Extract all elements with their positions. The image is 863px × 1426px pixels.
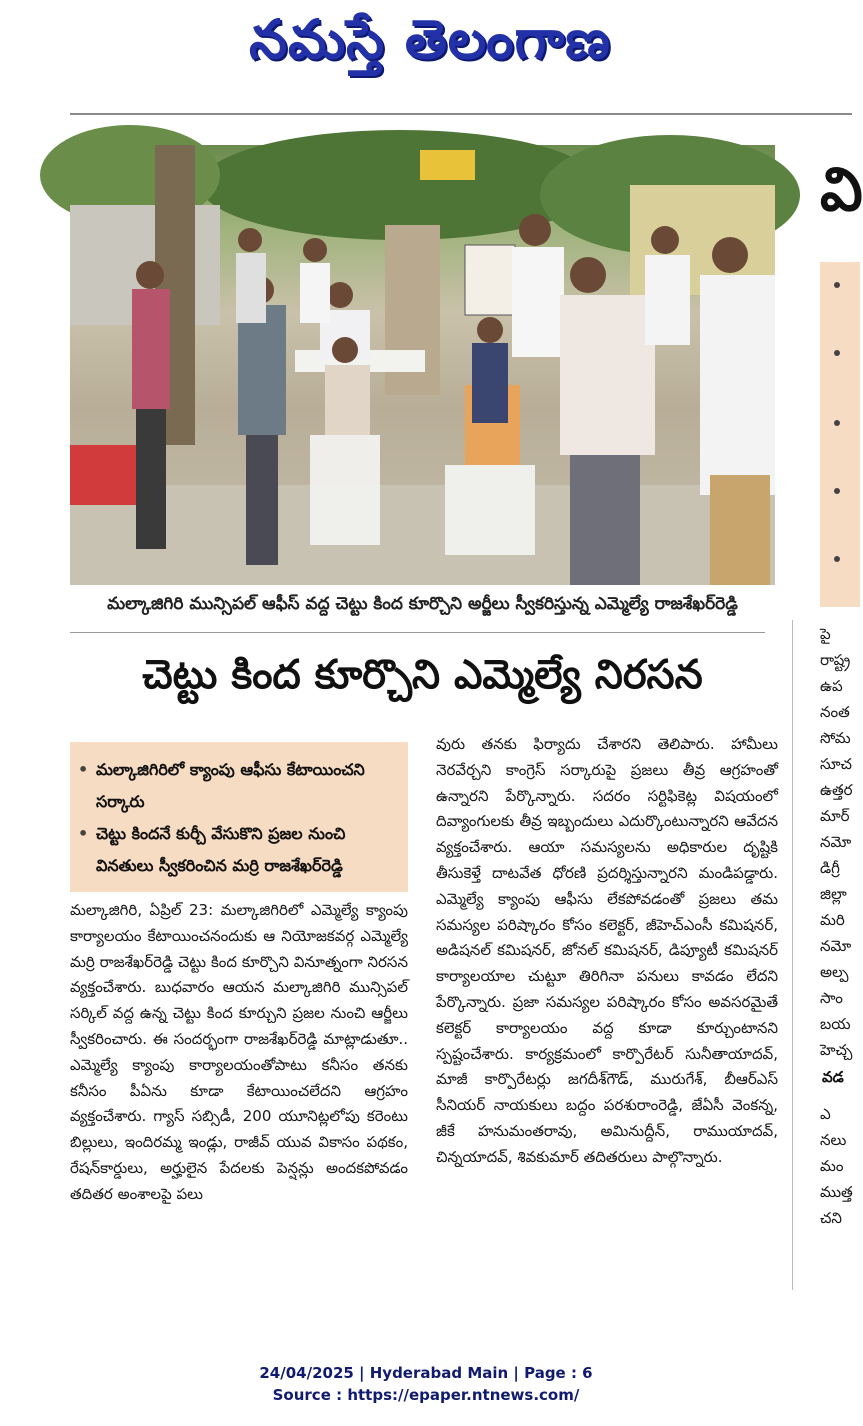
highlights-box xyxy=(70,742,408,892)
adjacent-text-fragment: చని xyxy=(820,1209,842,1227)
caption-divider xyxy=(70,632,765,633)
adjacent-text-fragment: బయ xyxy=(820,1015,851,1033)
adjacent-text-fragment: ఉత్తర xyxy=(820,781,853,799)
page-footer xyxy=(0,1362,852,1406)
adjacent-headline-fragment: వి xyxy=(820,155,863,225)
adjacent-text-fragment: ఉప xyxy=(820,677,843,695)
bullet-icon xyxy=(834,556,840,562)
highlight-item xyxy=(78,754,398,818)
adjacent-text-fragment: పై xyxy=(820,625,831,643)
header-divider xyxy=(70,113,852,115)
adjacent-text-fragment: సాం xyxy=(820,989,843,1007)
bullet-icon: • xyxy=(78,824,89,843)
article-body-column-2: వురు తనకు ఫిర్యాదు చేశారని తెలిపారు. హామీలు నెరవేర్చని కాంగ్రెస్ సర్కారుపై ప్రజలు తీవ్ర ఆగ్రహంతో ఉన్నారని పేర్కొన్నారు. సదరం సర్టిఫికెట్ల విషయంలో దివ్యాంగులకు తీవ్ర ఇబ్బందులు ఎదుర్కొంటున్నారని ఆవేదన వ్యక్తంచేశారు. ఆయా సమస్యలను అధికారుల దృష్టికి తీసుకెళ్తే దాటవేత ధోరణి ప్రదర్శిస్తున్నారని మండిపడ్డారు. ఎమ్మెల్యే క్యాంపు ఆఫీసు లేకపోవడంతో ప్రజలు తమ సమస్యల పరిష్కారం కోసం కలెక్టర్, జీహెచ్ఎంసీ కమిషనర్, అడిషనల్ కమిషనర్, జోనల్ కమిషనర్, డిప్యూటీ కమిషనర్ కార్యాలయాల చుట్టూ తిరిగినా పనులు కావడం లేదని పేర్కొన్నారు. ప్రజా సమస్యల పరిష్కారం కోసం అవసరమైతే కలెక్టర్ కార్యాలయం వద్ద కూడా కూర్చుంటానని స్పష్టంచేశారు. కార్యక్రమంలో కార్పొరేటర్ సునీతాయాదవ్, మాజీ కార్పొరేటర్లు జగదీశ్‌గౌడ్, మురుగేశ్, బీఆర్‌ఎస్ సీనియర్ నాయకులు బద్దం పరశురాంరెడ్డి, జేఏసీ వెంకన్న, జీకే హనుమంతరావు, అమినుద్దీన్, రాముయాదవ్, చిన్నయాదవ్, శివకుమార్ తదితరులు పాల్గొన్నారు. xyxy=(436,735,778,1166)
bullet-icon xyxy=(834,420,840,426)
footer-source: Source : https://epaper.ntnews.com/ xyxy=(272,1386,580,1404)
adjacent-text-fragment: నంత xyxy=(820,703,850,721)
adjacent-text-fragment: డిగ్రీ xyxy=(820,859,840,877)
adjacent-text-fragment: నమో xyxy=(820,937,852,955)
adjacent-highlights-box xyxy=(820,262,860,607)
adjacent-text-fragment: ఎ xyxy=(820,1105,831,1123)
adjacent-text-fragment: జిల్లా xyxy=(820,885,847,903)
adjacent-subheading-fragment: వడ xyxy=(822,1068,844,1086)
adjacent-text-fragment: నలు xyxy=(820,1131,847,1149)
adjacent-text-fragment: రాష్ట్ర xyxy=(820,651,851,669)
highlight-text: చెట్టు కిందనే కుర్చీ వేసుకొని ప్రజల నుంచి వినతులు స్వీకరించిన మర్రి రాజశేఖర్‌రెడ్డి xyxy=(96,824,346,875)
newspaper-logo: నమస్తే తెలంగాణ xyxy=(249,8,611,71)
news-photo xyxy=(70,145,775,585)
footer-date-edition: 24/04/2025 | Hyderabad Main | Page : 6 xyxy=(259,1364,593,1382)
adjacent-text-fragment: సూచ xyxy=(820,755,852,773)
adjacent-text-fragment: సోమ xyxy=(820,729,851,747)
article-body-column-1: మల్కాజిగిరి, ఏప్రిల్ 23: మల్కాజిగిరిలో ఎమ్మెల్యే క్యాంపు కార్యాలయం కేటాయించనందుకు ఆ నియోజకవర్గ ఎమ్మెల్యే మర్రి రాజశేఖర్‌రెడ్డి చెట్టు కింద కూర్చొని వినూత్నంగా నిరసన వ్యక్తంచేశారు. బుధవారం ఆయన మల్కాజిగిరి మున్సిపల్ సర్కిల్ వద్ద ఉన్న చెట్టు కింద కూర్చుని ప్రజల నుంచి ఆర్జీలు స్వీకరించారు. ఈ సందర్భంగా రాజశేఖర్‌రెడ్డి మాట్లాడుతూ.. ఎమ్మెల్యే క్యాంపు కార్యాలయంతోపాటు కనీసం తనకు కనీసం పీఏను కూడా కేటాయించలేదని ఆగ్రహం వ్యక్తంచేశారు. గ్యాస్ సబ్సిడీ, 200 యూనిట్లలోపు కరెంటు బిల్లులు, ఇందిరమ్మ ఇండ్లు, రాజీవ్ యువ వికాసం పథకం, రేషన్‌కార్డులు, అర్హులైన పేదలకు పెన్షన్లు అందకపోవడం తదితర అంశాలపై పలు xyxy=(70,901,408,1203)
adjacent-text-fragment: అల్ప xyxy=(820,963,849,981)
masthead xyxy=(0,0,852,80)
bullet-icon xyxy=(834,488,840,494)
adjacent-text-fragment: హెచ్చ xyxy=(820,1041,853,1059)
photo-illustration xyxy=(70,145,775,585)
article-headline: చెట్టు కింద కూర్చొని ఎమ్మెల్యే నిరసన xyxy=(142,652,703,698)
bullet-icon: • xyxy=(78,760,89,779)
adjacent-text-fragment: మార్ xyxy=(820,807,850,825)
adjacent-article-strip xyxy=(792,145,863,1295)
highlight-item xyxy=(78,818,398,882)
bullet-icon xyxy=(834,350,840,356)
bullet-icon xyxy=(834,282,840,288)
adjacent-text-fragment: ముత్త xyxy=(820,1183,853,1201)
adjacent-text-fragment: మరి xyxy=(820,911,845,929)
adjacent-text-fragment: నమో xyxy=(820,833,852,851)
adjacent-text-fragment: మం xyxy=(820,1157,844,1175)
highlight-text: మల్కాజిగిరిలో క్యాంపు ఆఫీసు కేటాయించని సర్కారు xyxy=(96,760,365,811)
photo-caption: మల్కాజిగిరి మున్సిపల్ ఆఫీస్ వద్ద చెట్టు కింద కూర్చొని అర్జీలు స్వీకరిస్తున్న ఎమ్మెల్యే రాజశేఖర్‌రెడ్డి xyxy=(107,594,738,614)
